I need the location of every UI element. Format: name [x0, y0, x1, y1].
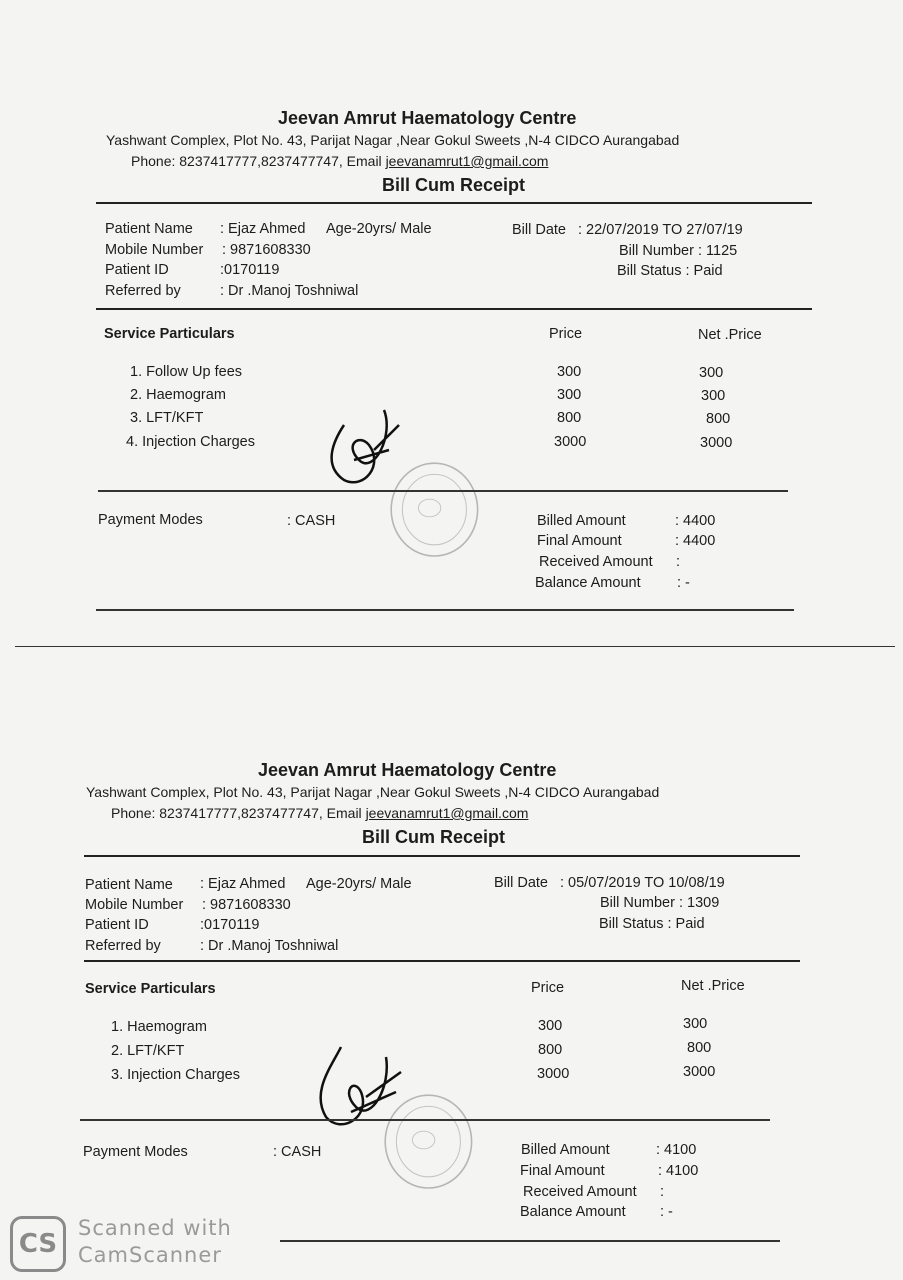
service-net-price: 800	[687, 1040, 712, 1056]
billed-amount-label: Billed Amount	[521, 1142, 610, 1158]
header-divider	[84, 855, 800, 857]
service-price: 800	[557, 410, 582, 426]
service-price: 3000	[554, 434, 587, 450]
bill-date-value: : 22/07/2019 TO 27/07/19	[578, 222, 743, 238]
stamp-icon	[376, 460, 496, 560]
received-amount-label: Received Amount	[539, 554, 653, 570]
patient-name-label: Patient Name	[85, 877, 173, 893]
service-net-price: 300	[699, 365, 724, 381]
balance-amount-label: Balance Amount	[520, 1204, 626, 1220]
phone-text: Phone: 8237417777,8237477747, Email	[111, 805, 366, 821]
net-price-header: Net .Price	[698, 327, 762, 343]
email-link[interactable]: jeevanamrut1@gmail.com	[385, 153, 549, 169]
service-name: 3. Injection Charges	[111, 1067, 240, 1083]
service-net-price: 300	[701, 388, 726, 404]
service-name: 1. Follow Up fees	[130, 364, 243, 380]
doc-title: Bill Cum Receipt	[362, 827, 506, 847]
clinic-name: Jeevan Amrut Haematology Centre	[258, 760, 557, 780]
stamp-icon	[370, 1092, 490, 1192]
received-amount-value: :	[676, 554, 681, 570]
bill-number: Bill Number : 1309	[600, 895, 720, 911]
service-price: 300	[538, 1018, 563, 1034]
items-divider	[98, 490, 788, 492]
service-price: 300	[557, 364, 582, 380]
bill-date-label: Bill Date	[512, 222, 566, 238]
clinic-address: Yashwant Complex, Plot No. 43, Parijat Nagar ,Near Gokul Sweets ,N-4 CIDCO Aurangabad	[86, 784, 660, 800]
service-header: Service Particulars	[104, 326, 235, 342]
doc-title: Bill Cum Receipt	[382, 175, 526, 195]
payment-mode-value: : CASH	[287, 513, 336, 529]
clinic-contact	[111, 805, 528, 821]
service-net-price: 3000	[683, 1064, 716, 1080]
final-amount-label: Final Amount	[537, 533, 622, 549]
camscanner-logo-icon: CS	[10, 1216, 66, 1272]
mobile-value: : 9871608330	[222, 242, 311, 258]
balance-amount-value: : -	[660, 1204, 673, 1220]
clinic-address: Yashwant Complex, Plot No. 43, Parijat Nagar ,Near Gokul Sweets ,N-4 CIDCO Aurangabad	[106, 132, 680, 148]
balance-amount-value: : -	[677, 575, 690, 591]
payment-mode-value: : CASH	[273, 1144, 322, 1160]
mobile-label: Mobile Number	[85, 897, 184, 913]
footer-divider	[280, 1240, 780, 1242]
price-header: Price	[549, 326, 583, 342]
phone-text: Phone: 8237417777,8237477747, Email	[131, 153, 386, 169]
page-separator	[15, 646, 895, 647]
patient-name-label: Patient Name	[105, 221, 193, 237]
email-link[interactable]: jeevanamrut1@gmail.com	[365, 805, 529, 821]
patient-id-label: Patient ID	[85, 917, 149, 933]
bill-number: Bill Number : 1125	[619, 243, 738, 259]
clinic-name: Jeevan Amrut Haematology Centre	[278, 108, 577, 128]
billed-amount-label: Billed Amount	[537, 513, 626, 529]
service-price: 800	[538, 1042, 563, 1058]
referred-value: : Dr .Manoj Toshniwal	[220, 283, 359, 299]
service-net-price: 800	[706, 411, 731, 427]
net-price-header: Net .Price	[681, 978, 745, 994]
balance-amount-label: Balance Amount	[535, 575, 641, 591]
bill-status: Bill Status : Paid	[599, 916, 705, 932]
service-net-price: 300	[683, 1016, 708, 1032]
service-header: Service Particulars	[85, 981, 216, 997]
service-name: 4. Injection Charges	[126, 434, 255, 450]
service-name: 2. Haemogram	[130, 387, 226, 403]
header-divider	[96, 202, 812, 204]
payment-modes-label: Payment Modes	[98, 512, 203, 528]
service-name: 1. Haemogram	[111, 1019, 207, 1035]
footer-divider	[96, 609, 794, 611]
items-divider	[80, 1119, 770, 1121]
info-divider	[84, 960, 800, 962]
service-price: 3000	[537, 1066, 570, 1082]
mobile-label: Mobile Number	[105, 242, 204, 258]
service-net-price: 3000	[700, 435, 733, 451]
info-divider	[96, 308, 812, 310]
service-name: 3. LFT/KFT	[130, 410, 204, 426]
service-name: 2. LFT/KFT	[111, 1043, 185, 1059]
referred-value: : Dr .Manoj Toshniwal	[200, 938, 339, 954]
billed-amount-value: : 4400	[675, 513, 716, 529]
referred-label: Referred by	[105, 283, 181, 299]
final-amount-value: : 4100	[658, 1163, 699, 1179]
watermark-line1: Scanned with	[78, 1216, 232, 1240]
patient-age: Age-20yrs/ Male	[306, 876, 412, 892]
billed-amount-value: : 4100	[656, 1142, 697, 1158]
final-amount-value: : 4400	[675, 533, 716, 549]
watermark-line2: CamScanner	[78, 1243, 222, 1267]
patient-age: Age-20yrs/ Male	[326, 221, 432, 237]
final-amount-label: Final Amount	[520, 1163, 605, 1179]
patient-name-value: : Ejaz Ahmed	[200, 876, 286, 892]
patient-name-value: : Ejaz Ahmed	[220, 221, 306, 237]
patient-id-value: :0170119	[220, 262, 280, 278]
price-header: Price	[531, 980, 565, 996]
bill-date-label: Bill Date	[494, 875, 548, 891]
patient-id-label: Patient ID	[105, 262, 169, 278]
bill-date-value: : 05/07/2019 TO 10/08/19	[560, 875, 725, 891]
mobile-value: : 9871608330	[202, 897, 291, 913]
received-amount-value: :	[660, 1184, 665, 1200]
clinic-contact	[131, 153, 548, 169]
bill-status: Bill Status : Paid	[617, 263, 723, 279]
service-price: 300	[557, 387, 582, 403]
payment-modes-label: Payment Modes	[83, 1144, 188, 1160]
received-amount-label: Received Amount	[523, 1184, 637, 1200]
patient-id-value: :0170119	[200, 917, 260, 933]
referred-label: Referred by	[85, 938, 161, 954]
